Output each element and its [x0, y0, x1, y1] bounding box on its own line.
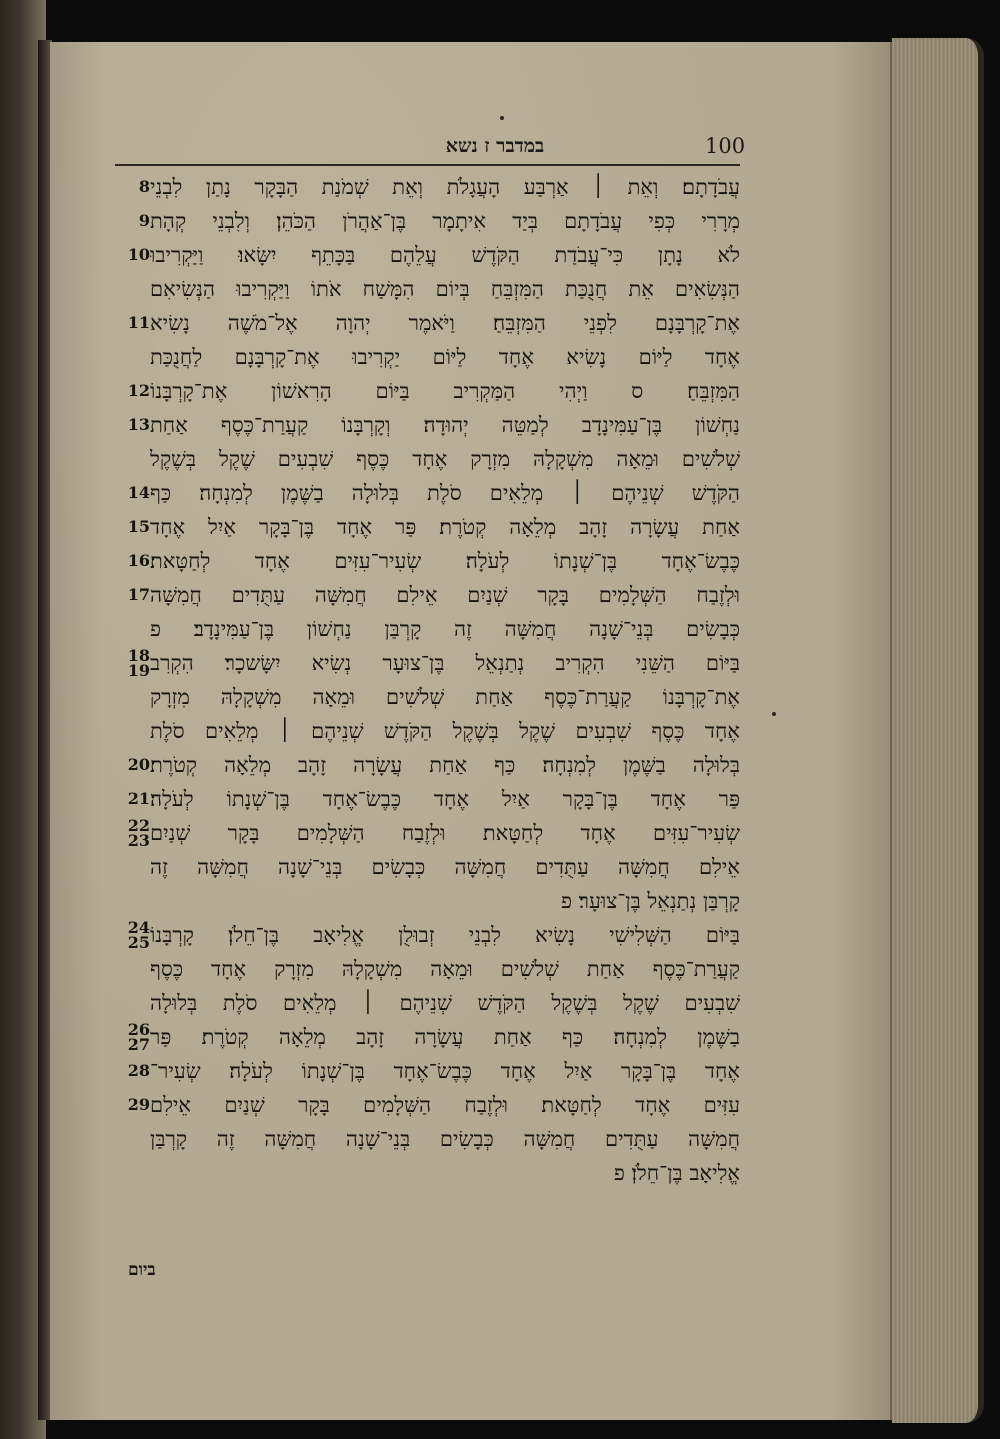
verse-number: 11: [127, 313, 150, 332]
verse-number: 24 25: [127, 918, 150, 952]
text-line: עִזִּים אֶחָד לְחַטָּאת׃ וּלְזֶבַח הַשְּׁלָמִים בָּקָר שְׁנַיִם אֵילִם: [150, 1093, 740, 1117]
verse-number: [108, 272, 150, 306]
text-line: קַעֲרַת־כֶּסֶף אַחַת שְׁלֹשִׁים וּמֵאָה מִשְׁקָלָהּ מִזְרָק אֶחָד כֶּסֶף: [150, 957, 740, 981]
text-line: הַנְּשִׂאִים אֵת חֲנֻכַּת הַמִּזְבֵּחַ בְּיוֹם הִמָּשַׁח אֹתוֹ וַיַּקְרִיבוּ הַנְּשִׂיאִם: [150, 277, 740, 301]
verse-number: 8: [138, 177, 150, 196]
text-line: לֹא נָתָן כִּי־עֲבֹדַת הַקֹּדֶשׁ עֲלֵהֶם בַּכָּתֵף יִשָּׂאוּ׃ וַיַּקְרִיבוּ: [150, 243, 740, 267]
page-number: 100: [705, 134, 746, 158]
verse-number: [108, 680, 150, 714]
verse-number: 12: [127, 381, 150, 400]
text-line: וּלְזֶבַח הַשְּׁלָמִים בָּקָר שְׁנַיִם אֵילִם חֲמִשָּׁה עַתֻּדִים חֲמִשָּׁה: [150, 583, 740, 607]
text-line: הַמִּזְבֵּחַ׃ ס וַיְהִי הַמַּקְרִיב בַּיּוֹם הָרִאשׁוֹן אֶת־קָרְבָּנוֹ: [150, 379, 740, 403]
verse-number: 17: [127, 585, 150, 604]
text-line: פַּר אֶחָד בֶּן־בָּקָר אַיִל אֶחָד כֶּבֶשׂ־אֶחָד בֶּן־שְׁנָתוֹ לְעֹלָה׃: [150, 787, 740, 811]
verse-number: 18 19: [127, 646, 150, 680]
text-line: אֶת־קָרְבָּנָם לִפְנֵי הַמִּזְבֵּחַ׃ וַיֹּאמֶר יְהוָה אֶל־מֹשֶׁה נָשִׂיא: [150, 311, 740, 335]
catchword: ביום: [128, 1260, 156, 1280]
text-line: שִׁבְעִים שֶׁקֶל בְּשֶׁקֶל הַקֹּדֶשׁ שְׁנֵיהֶם ׀ מְלֵאִים סֹלֶת בְּלוּלָה: [150, 991, 740, 1015]
verse-number: [108, 442, 150, 476]
verse-number: 13: [127, 415, 150, 434]
verse-number: 21: [127, 789, 150, 808]
verse-number: [108, 714, 150, 748]
text-line: עֲבֹדָתָם׃ וְאֵת ׀ אַרְבַּע הָעֲגָלֹת וְאֵת שְׁמֹנַת הַבָּקָר נָתַן לִבְנֵי: [150, 175, 740, 199]
ink-speck: [500, 116, 504, 120]
verse-number: [108, 1156, 150, 1190]
verse-number: 28: [127, 1061, 150, 1080]
verse-number: 20: [127, 755, 150, 774]
verse-number: 29: [127, 1095, 150, 1114]
page-header: [115, 132, 746, 162]
text-line: אֶת־קָרְבָּנוֹ קַעֲרַת־כֶּסֶף אַחַת שְׁלֹשִׁים וּמֵאָה מִשְׁקָלָהּ מִזְרָק: [150, 685, 740, 709]
book-page-edges: [892, 38, 984, 1423]
text-line: אֶחָד בֶּן־בָּקָר אַיִל אֶחָד כֶּבֶשׂ־אֶחָד בֶּן־שְׁנָתוֹ לְעֹלָה׃ שְׂעִיר־: [150, 1059, 740, 1083]
text-line: אֶחָד לַיּוֹם נָשִׂיא אֶחָד לַיּוֹם יַקְרִיבוּ אֶת־קָרְבָּנָם לַחֲנֻכַּת: [150, 345, 740, 369]
text-line: אֱלִיאָב בֶּן־חֵלֹן׃ פ: [613, 1161, 740, 1185]
text-line: שְׁלֹשִׁים וּמֵאָה מִשְׁקָלָהּ מִזְרָק אֶחָד כֶּסֶף שִׁבְעִים שֶׁקֶל בְּשֶׁקֶל: [150, 447, 740, 471]
verse-number: [108, 884, 150, 918]
verse-number-column: [108, 170, 150, 1190]
header-rule: [115, 164, 740, 166]
verse-number: 10: [127, 245, 150, 264]
verse-number: [108, 340, 150, 374]
text-line: בַּיּוֹם הַשֵּׁנִי הִקְרִיב נְתַנְאֵל בֶּן־צוּעָר נְשִׂיא יִשָּׂשכָר׃ הִקְרִב: [150, 651, 740, 675]
text-line: בְּלוּלָה בַשֶּׁמֶן לְמִנְחָה׃ כַּף אַחַת עֲשָׂרָה זָהָב מְלֵאָה קְטֹרֶת׃: [150, 753, 740, 777]
verse-number: [108, 612, 150, 646]
text-line: אַחַת עֲשָׂרָה זָהָב מְלֵאָה קְטֹרֶת׃ פַּר אֶחָד בֶּן־בָּקָר אַיִל אֶחָד: [150, 515, 740, 539]
text-line: כֶּבֶשׂ־אֶחָד בֶּן־שְׁנָתוֹ לְעֹלָה׃ שְׂעִיר־עִזִּים אֶחָד לְחַטָּאת׃: [150, 549, 740, 573]
text-line: שְׂעִיר־עִזִּים אֶחָד לְחַטָּאת׃ וּלְזֶבַח הַשְּׁלָמִים בָּקָר שְׁנַיִם: [150, 821, 740, 845]
verse-number: 16: [127, 551, 150, 570]
verse-number: [108, 952, 150, 986]
text-line: קָרְבַּן נְתַנְאֵל בֶּן־צוּעָר׃ פ: [560, 889, 740, 913]
verse-number: [108, 986, 150, 1020]
verse-number: 9: [138, 211, 150, 230]
ink-speck: [772, 712, 776, 716]
verse-number: [108, 1122, 150, 1156]
verse-number: 22 23: [127, 816, 150, 850]
text-line: מְרָרִי כְּפִי עֲבֹדָתָם בְּיַד אִיתָמָר בֶּן־אַהֲרֹן הַכֹּהֵן׃ וְלִבְנֵי קְהָת: [150, 209, 740, 233]
verse-number: 26 27: [127, 1020, 150, 1054]
text-line: נַחְשׁוֹן בֶּן־עַמִּינָדָב לְמַטֵּה יְהוּדָה׃ וְקָרְבָּנוֹ קַעֲרַת־כֶּסֶף אַחַת: [150, 413, 740, 437]
verse-number: [108, 850, 150, 884]
text-line: אֵילִם חֲמִשָּׁה עַתֻּדִים חֲמִשָּׁה כְּבָשִׂים בְּנֵי־שָׁנָה חֲמִשָּׁה זֶה: [150, 855, 740, 879]
text-line: אֶחָד כֶּסֶף שִׁבְעִים שֶׁקֶל בְּשֶׁקֶל הַקֹּדֶשׁ שְׁנֵיהֶם ׀ מְלֵאִים סֹלֶת: [150, 719, 740, 743]
running-title: במדבר ז נשא: [445, 135, 545, 157]
scripture-text-block: [150, 170, 740, 1190]
text-line: חֲמִשָּׁה עַתֻּדִים חֲמִשָּׁה כְּבָשִׂים בְּנֵי־שָׁנָה חֲמִשָּׁה זֶה קָרְבַּן: [150, 1127, 740, 1151]
text-line: בַשֶּׁמֶן לְמִנְחָה׃ כַּף אַחַת עֲשָׂרָה זָהָב מְלֵאָה קְטֹרֶת׃ פַּר: [150, 1025, 740, 1049]
text-line: הַקֹּדֶשׁ שְׁנֵיהֶם ׀ מְלֵאִים סֹלֶת בְּלוּלָה בַשֶּׁמֶן לְמִנְחָה׃ כַּף: [150, 481, 740, 505]
verse-number: 14: [127, 483, 150, 502]
text-line: כְּבָשִׂים בְּנֵי־שָׁנָה חֲמִשָּׁה זֶה קָרְבַּן נַחְשׁוֹן בֶּן־עַמִּינָדָב׃ פ: [150, 617, 740, 641]
verse-number: 15: [127, 517, 150, 536]
text-line: בַּיּוֹם הַשְּׁלִישִׁי נָשִׂיא לִבְנֵי זְבוּלֻן אֱלִיאָב בֶּן־חֵלֹן׃ קָרְבָּנוֹ: [150, 923, 740, 947]
